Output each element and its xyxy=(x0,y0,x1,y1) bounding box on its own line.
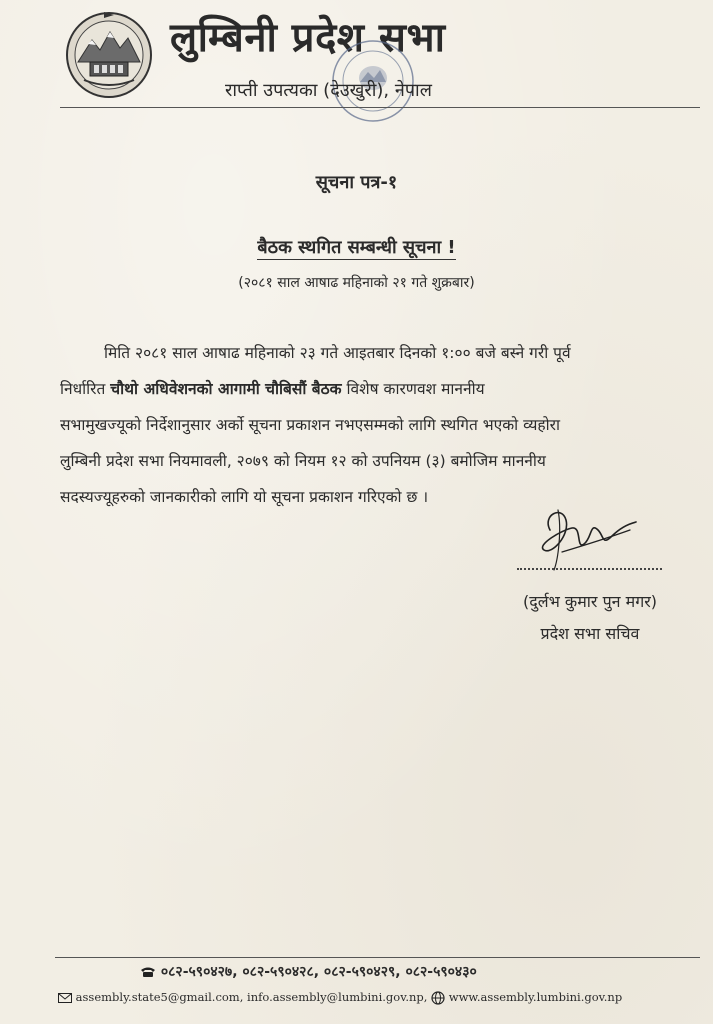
body-line-5: सदस्यज्यूहरुको जानकारीको लागि यो सूचना प्रकाशन गरिएको छ । xyxy=(60,488,429,506)
body-line-3: सभामुखज्यूको निर्देशानुसार अर्को सूचना प्रकाशन नभएसम्मको लागि स्थगित भएको व्यहोरा xyxy=(60,416,560,434)
body-line-4: लुम्बिनी प्रदेश सभा नियमावली, २०७९ को नियम १२ को उपनियम (३) बमोजिम माननीय xyxy=(60,452,546,470)
body-line-1: मिति २०८१ साल आषाढ महिनाको २३ गते आइतबार दिनको १:०० बजे बस्ने गरी पूर्व xyxy=(104,344,571,362)
website-url[interactable]: www.assembly.lumbini.gov.np xyxy=(448,990,623,1004)
body-line-2-prefix: निर्धारित xyxy=(60,380,111,398)
body-line-2-suffix: विशेष कारणवश माननीय xyxy=(341,380,485,398)
globe-icon xyxy=(431,991,445,1005)
header-divider xyxy=(60,107,700,108)
handwritten-signature xyxy=(532,500,642,575)
footer-contact-line xyxy=(58,990,622,1005)
notice-date: (२०८१ साल आषाढ महिनाको २१ गते शुक्रबार) xyxy=(238,275,475,291)
notice-number: सूचना पत्र-१ xyxy=(315,172,398,193)
signature-line xyxy=(517,568,662,570)
signatory-name: (दुर्लभ कुमार पुन मगर) xyxy=(523,592,657,611)
footer-phone-numbers xyxy=(140,962,477,981)
body-line-2 xyxy=(60,371,678,407)
body-line-2-bold: चौथो अधिवेशनको आगामी चौबिसौं बैठक xyxy=(110,380,342,398)
envelope-icon xyxy=(58,993,72,1003)
footer-divider xyxy=(55,957,700,958)
notice-heading-text: बैठक स्थगित सम्बन्धी सूचना ! xyxy=(257,237,456,258)
notice-body xyxy=(60,335,678,515)
phone-numbers-text: ०८२-५९०४२७, ०८२-५९०४२८, ०८२-५९०४२९, ०८२-५९०४३० xyxy=(160,964,477,980)
signatory-title: प्रदेश सभा सचिव xyxy=(540,624,640,643)
assembly-title: लुम्बिनी प्रदेश सभा xyxy=(170,14,446,61)
phone-icon xyxy=(140,966,156,978)
assembly-location: राप्ती उपत्यका (देउखुरी), नेपाल xyxy=(225,80,432,101)
notice-heading xyxy=(0,235,713,259)
assembly-emblem-logo xyxy=(64,10,154,100)
email-addresses[interactable]: assembly.state5@gmail.com, info.assembly@lumbini.gov.np, xyxy=(75,990,428,1004)
